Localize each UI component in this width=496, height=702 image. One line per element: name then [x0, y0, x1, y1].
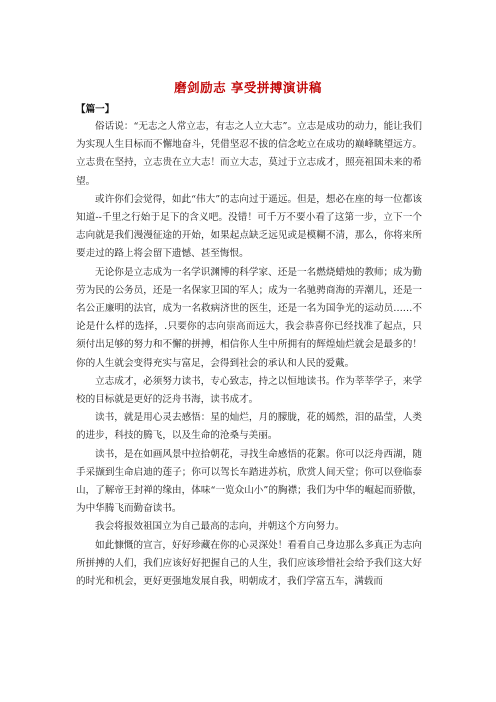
- paragraph: 或许你们会觉得，如此“伟大”的志向过于遥远。但是，想必在座的每一位都该知道--千里之行始于足下的含义吧。没错！可千万不要小看了这第一步，立下一个志向就是我们漫漫征途的开始，如果起点缺乏远见或是模糊不清，那么，你将来所要走过的路上将会留下遗憾、甚至悔恨。: [76, 193, 422, 260]
- paragraph: 无论你是立志成为一名学识渊博的科学家、还是一名燃烧蜡烛的教师；成为勤劳为民的公务员，还是一名保家卫国的军人；成为一名驰骋商海的弄潮儿，还是一名公正廉明的法官，成为一名救病济世的医生，还是一名为国争光的运动员……不论是什么样的选择，.只要你的志向崇高而远大，我会恭喜你已经找准了起点，只须付出足够的努力和不懈的拼搏，相信你人生中所拥有的辉煌灿烂就会是最多的！你的人生就会变得充实与富足，会得到社会的承认和人民的爱戴。: [76, 266, 422, 369]
- paragraph: 立志成才，必须努力读书，专心致志，持之以恒地读书。作为莘莘学子，来学校的目标就是更好的泛舟书海，读书成才。: [76, 375, 422, 406]
- paragraph: 我会将报效祖国立为自己最高的志向，并朝这个方向努力。: [95, 521, 345, 533]
- document-body: [76, 118, 422, 591]
- paragraph: 俗话说：“无志之人常立志，有志之人立大志”。立志是成功的动力，能让我们为实现人生目标而不懈地奋斗，凭借坚忍不拔的信念屹立在成功的巅峰眺望远方。立志贵在坚持，立志贵在立大志！而立大志，莫过于立志成才，照亮祖国未来的希望。: [76, 121, 422, 187]
- paragraph: 如此慷慨的宣言，好好珍藏在你的心灵深处！看看自己身边那么多真正为志向所拼搏的人们，我们应该好好把握自己的人生，我们应该珍惜社会给予我们这大好的时光和机会，更好更强地发展自我，明朝成才，我们学富五车，满载而: [76, 539, 422, 588]
- section-label: 【篇一】: [76, 104, 115, 115]
- paragraph: 读书，是在如画风景中拉拾朝花，寻找生命感悟的花絮。你可以泛舟西湖，随手采撷到生命启迪的莲子；你可以驾长车踏进苏杭，欣赏人间天堂；你可以登临泰山，了解帝王封禅的缘由，体味“一览众山小”的胸襟；我们为中华的崛起而骄傲，为中华腾飞而勤奋读书。: [76, 448, 422, 515]
- paragraph: 读书，就是用心灵去感悟：星的灿烂，月的朦胧，花的嫣然，泪的晶莹，人类的进步，科技的腾飞，以及生命的沧桑与美丽。: [76, 412, 422, 442]
- page-title: 磨剑励志 享受拼搏演讲稿: [174, 80, 322, 95]
